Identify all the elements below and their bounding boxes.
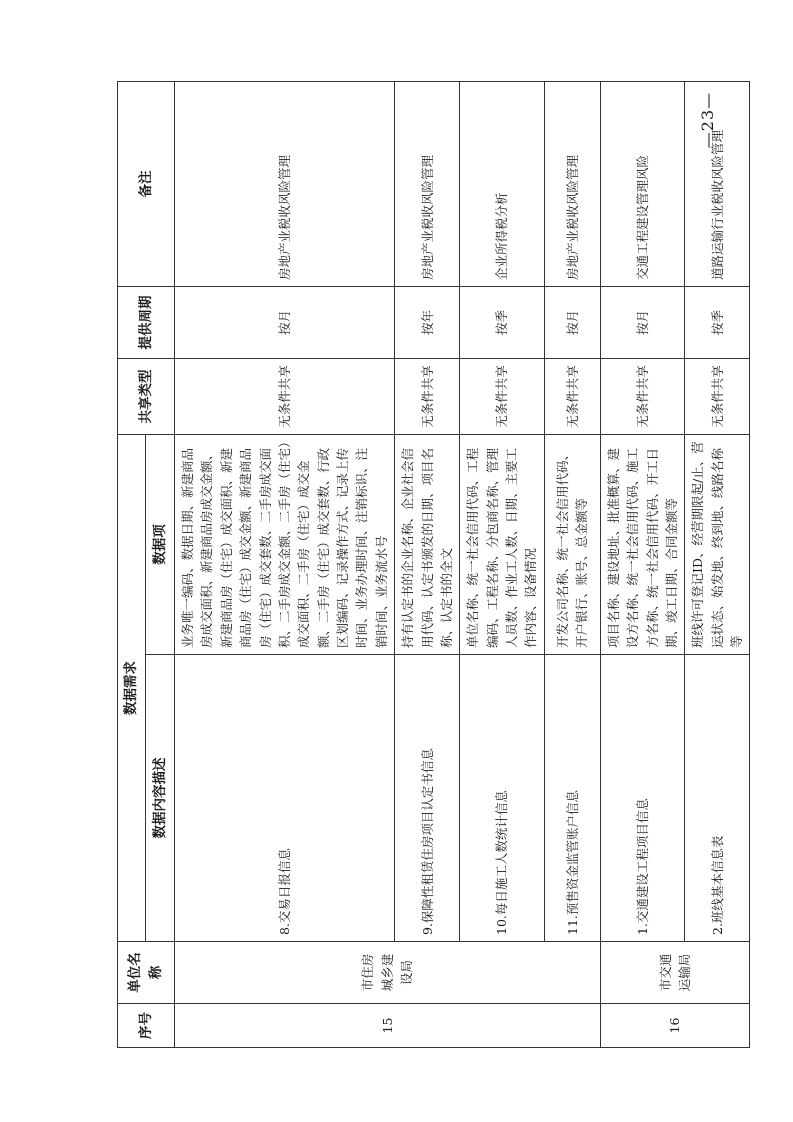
header-content-desc: 数据内容描述 [146, 655, 175, 942]
header-share-type: 共享类型 [118, 359, 175, 435]
period-cell: 按月 [600, 287, 685, 359]
table-row [175, 82, 395, 1048]
remark-cell: 交通工程建设管理风险 [600, 82, 685, 287]
items-cell: 开发公司名称、统一社会信用代码、开户银行、账号、总金额等 [544, 435, 600, 655]
items-cell: 班线许可登记ID、经营期限起/止、营运状态、始发地、终到地、线路名称等 [685, 435, 750, 655]
period-cell: 按月 [544, 287, 600, 359]
page-number: —23— [698, 91, 717, 149]
desc-cell: 10.每日施工人数统计信息 [460, 655, 545, 942]
remark-cell: 房地产业税收风险管理 [544, 82, 600, 287]
desc-cell: 9.保障性租赁住房项目认定书信息 [395, 655, 460, 942]
desc-cell: 2.班线基本信息表 [685, 655, 750, 942]
items-cell: 项目名称、建设地址、批准概算、建设方名称、统一社会信用代码、施工方名称、统一社会信用代码、开工日期、竣工日期、合同金额等 [600, 435, 685, 655]
remark-cell: 房地产业税收风险管理 [395, 82, 460, 287]
remark-cell: 房地产业税收风险管理 [175, 82, 395, 287]
seq-cell: 16 [600, 1004, 750, 1048]
remark-cell: 企业所得税分析 [460, 82, 545, 287]
desc-cell: 8.交易日报信息 [175, 655, 395, 942]
header-row-1 [118, 82, 146, 1048]
unit-cell: 市住房城乡建设局 [175, 942, 601, 1004]
share-cell: 无条件共享 [175, 359, 395, 435]
header-items: 数据项 [146, 435, 175, 655]
seq-cell: 15 [175, 1004, 601, 1048]
header-unit: 单位名称 [118, 942, 175, 1004]
share-cell: 无条件共享 [395, 359, 460, 435]
share-cell: 无条件共享 [544, 359, 600, 435]
table-row [395, 82, 460, 1048]
header-seq: 序号 [118, 1004, 175, 1048]
desc-cell: 11.预售资金监管账户信息 [544, 655, 600, 942]
period-cell: 按年 [395, 287, 460, 359]
remark-cell: 道路运输行业税收风险管理 [685, 82, 750, 287]
table-row [600, 82, 685, 1048]
table-row [460, 82, 545, 1048]
table-row [685, 82, 750, 1048]
items-cell: 单位名称、统一社会信用代码、工程编码、工程名称、分包商名称、管理人员数、作业工人数、日期、主要工作内容、设备情况 [460, 435, 545, 655]
header-data-requirement: 数据需求 [118, 435, 146, 942]
period-cell: 按月 [175, 287, 395, 359]
unit-cell: 市交通运输局 [600, 942, 750, 1004]
share-cell: 无条件共享 [600, 359, 685, 435]
items-cell: 业务唯一编码、数据日期、新建商品房成交面积、新建商品房成交金额、新建商品房（住宅）成交面积、新建商品房（住宅）成交金额、新建商品房（住宅）成交套数、二手房成交面积、二手房成交金额、二手房（住宅）成交面积、二手房（住宅）成交金额、二手房（住宅）成交套数、行政区划编码、记录操作方式、记录上传时间、业务办理时间、注销标识、注销时间、业务流水号 [175, 435, 395, 655]
table-row [544, 82, 600, 1048]
header-remark: 备注 [118, 82, 175, 287]
header-period: 提供周期 [118, 287, 175, 359]
items-cell: 持有认定书的企业名称、企业社会信用代码、认定书颁发的日期、项目名称、认定书的全文 [395, 435, 460, 655]
desc-cell: 1.交通建设工程项目信息 [600, 655, 685, 942]
period-cell: 按季 [460, 287, 545, 359]
share-cell: 无条件共享 [460, 359, 545, 435]
share-cell: 无条件共享 [685, 359, 750, 435]
period-cell: 按季 [685, 287, 750, 359]
data-requirements-table [117, 81, 750, 1048]
